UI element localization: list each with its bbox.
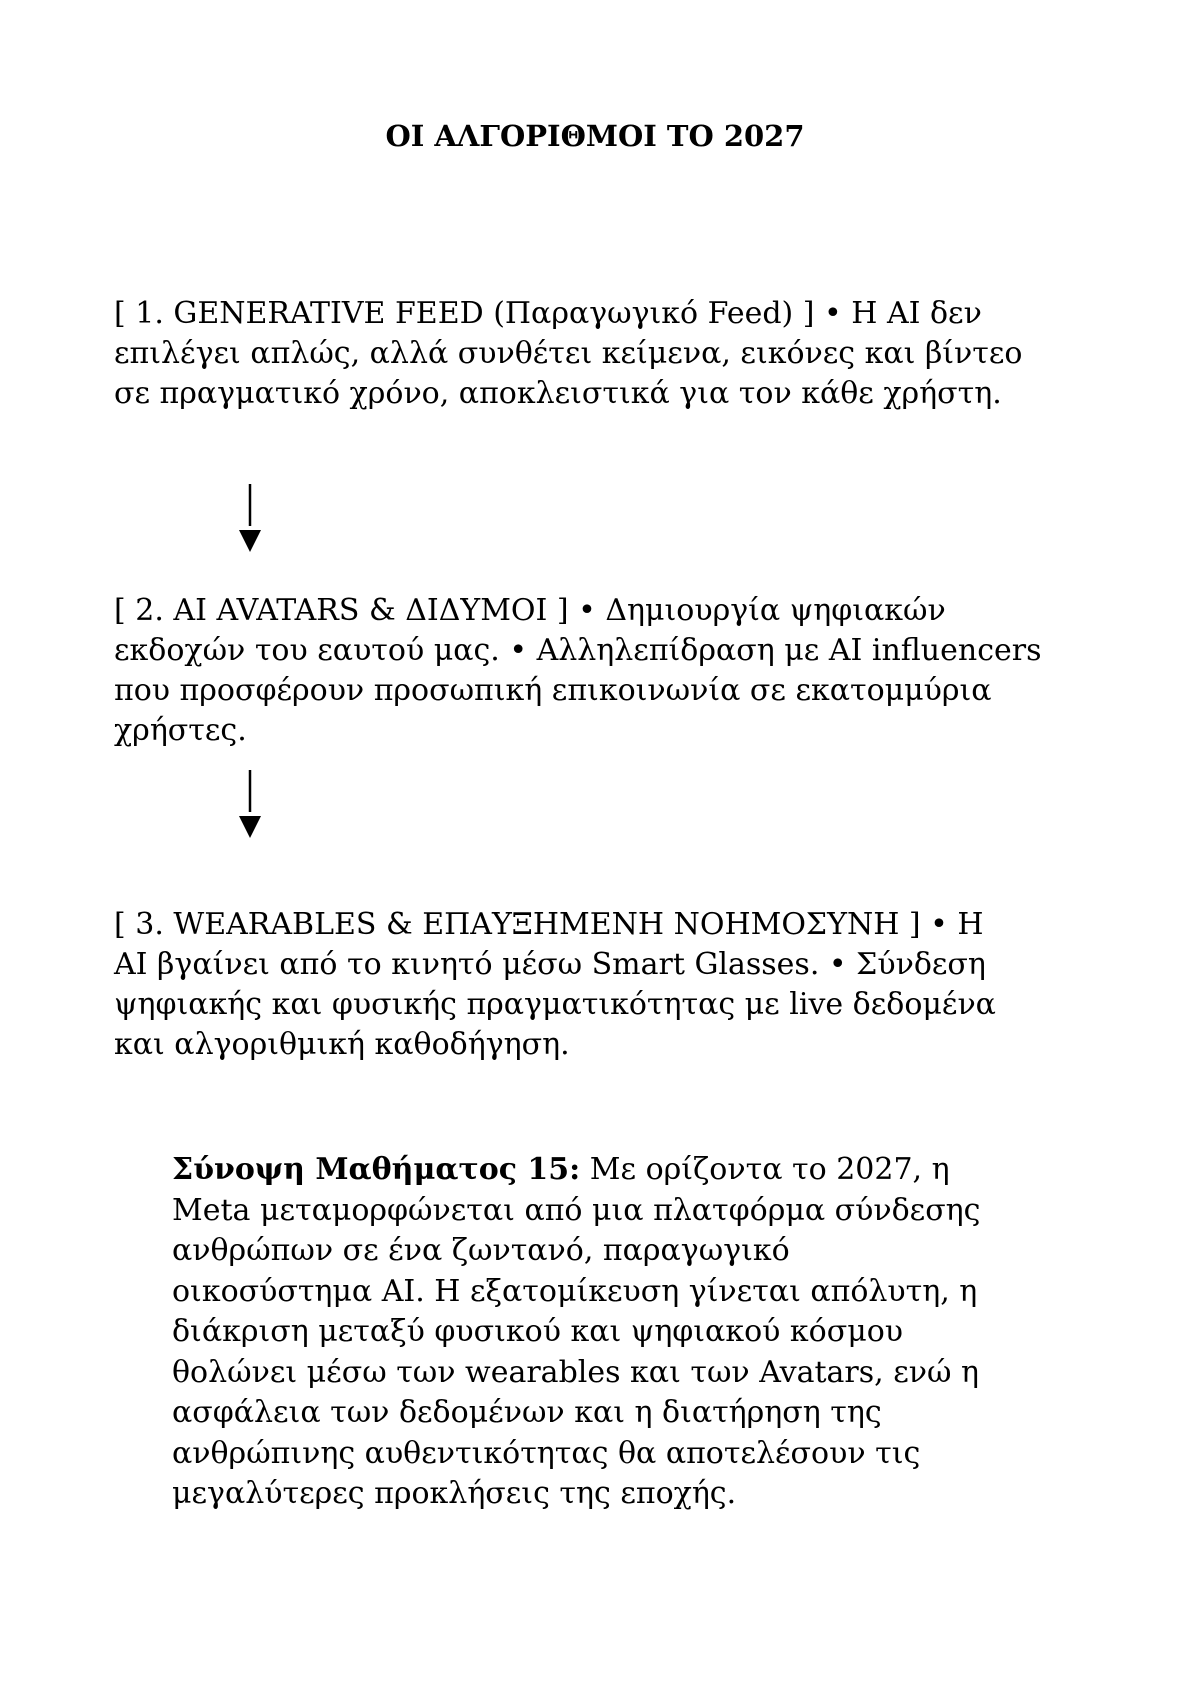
- summary-text: Με ορίζοντα το 2027, η: [580, 1152, 950, 1187]
- summary-text-line: ανθρώπων σε ένα ζωντανό, παραγωγικό: [172, 1233, 790, 1268]
- summary-label: Σύνοψη Μαθήματος 15:: [172, 1152, 581, 1187]
- section-text-line: [ 1. GENERATIVE FEED (Παραγωγικό Feed) ] • Η AI δεν: [114, 296, 982, 331]
- summary-text-line: διάκριση μεταξύ φυσικού και ψηφιακού κόσμου: [172, 1314, 903, 1349]
- section-text-line: ψηφιακής και φυσικής πραγματικότητας με live δεδομένα: [114, 987, 996, 1022]
- summary-text-line: θολώνει μέσω των wearables και των Avatars, ενώ η: [172, 1354, 979, 1390]
- section-text-line: [ 2. AI AVATARS & ΔΙΔΥΜΟΙ ] • Δημιουργία ψηφιακών: [114, 593, 946, 628]
- summary-text-line: ανθρώπινης αυθεντικότητας θα αποτελέσουν τις: [172, 1435, 921, 1471]
- down-arrow-icon: [238, 484, 268, 556]
- section-text-line: και αλγοριθμική καθοδήγηση.: [114, 1027, 570, 1062]
- section-text-line: χρήστες.: [114, 713, 247, 748]
- summary-text-line: ασφάλεια των δεδομένων και η διατήρηση της: [172, 1395, 882, 1430]
- down-arrow-icon: [238, 770, 268, 842]
- section-text-line: σε πραγματικό χρόνο, αποκλειστικά για τον κάθε χρήστη.: [114, 376, 1002, 411]
- summary-text-line: μεγαλύτερες προκλήσεις της εποχής.: [172, 1476, 737, 1511]
- section-text-line: εκδοχών του εαυτού μας. • Αλληλεπίδραση με AI influencers: [114, 633, 1042, 668]
- summary-first-line: [172, 1150, 1072, 1191]
- section-generative-feed: [114, 294, 1114, 414]
- section-text-line: [ 3. WEARABLES & ΕΠΑΥΞΗΜΕΝΗ ΝΟΗΜΟΣΥΝΗ ] • Η: [114, 907, 984, 942]
- section-text-line: AI βγαίνει από το κινητό μέσω Smart Glasses. • Σύνδεση: [114, 947, 986, 982]
- lesson-summary: [172, 1150, 1072, 1515]
- summary-text-line: οικοσύστημα AI. Η εξατομίκευση γίνεται απόλυτη, η: [172, 1273, 978, 1309]
- section-wearables: [114, 905, 1114, 1065]
- page-title: ΟΙ ΑΛΓΟΡΙΘΜΟΙ ΤΟ 2027: [385, 119, 805, 153]
- summary-text-line: Meta μεταμορφώνεται από μια πλατφόρμα σύνδεσης: [172, 1192, 981, 1228]
- section-text-line: επιλέγει απλώς, αλλά συνθέτει κείμενα, εικόνες και βίντεο: [114, 336, 1023, 371]
- section-text-line: που προσφέρουν προσωπική επικοινωνία σε εκατομμύρια: [114, 673, 992, 708]
- section-ai-avatars: [114, 591, 1114, 751]
